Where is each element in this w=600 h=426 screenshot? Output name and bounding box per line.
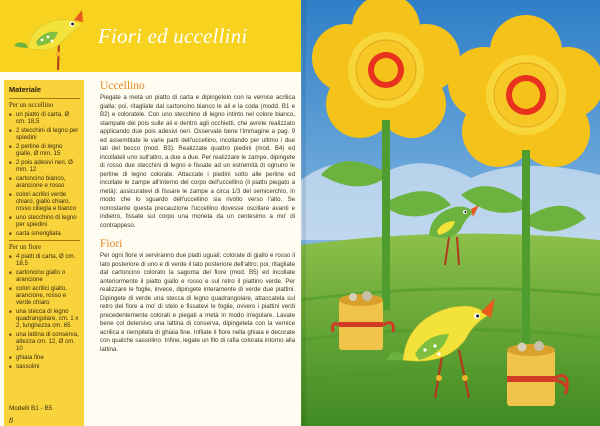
page-gutter [301, 0, 307, 426]
yellow-bird-icon [12, 2, 92, 72]
stem-left [382, 120, 390, 310]
flower-materials-heading: Per un fiore [9, 243, 42, 251]
materials-title: Materiale [9, 85, 42, 94]
list-item: ■ sassolini [9, 363, 80, 370]
section-text-flowers: Per ogni fiore vi serviranno due piatti uguali: colorate di giallo e rosso il lato posteriore di uno e di verde il lato posteriore dell'altro; poi, ritagliate dal cartoncino colorato la sagoma del fiore (mod. B5) ed incollate anteriormente il piatto giallo e rosso e sul retro il piattino verde. Per realizzare le foglie, invece, dipingete interamente di verde due piattini. Dipingete di verde una stecca di legno quadrangolare, attaccatela sul retro del fiore a mo' di stelo e fissatevi le foglie, ovvero i piattini verdi precedentemente colorati e piegati a metà in modo irregolare. Lavate bene col detersivo una lattina di conserva, dipingetela con la vernice acrilica e riempitela di ghiaia fine. Infilate il fiore nella ghiaia e decorate con qualche sassolino. Infine, legate un filo di rafia colorata intorno alla lattina. [100, 252, 295, 353]
list-item: ■ una lattina di conserva, altezza cm. 12, Ø cm. 10 [9, 331, 80, 353]
list-item: ■ colori acrilici giallo, arancione, rosso e verde chiaro [9, 285, 80, 307]
page-number: 8 [9, 416, 13, 425]
section-text-bird: Piegate a metà un piatto di carta e dipingetelo con la vernice acrilica gialla; poi, ritagliate dal cartoncino bianco le ali e la coda (modd. B1 e B2) e coloratele. Con uno stecchino di legno intinto nel colore bianco, stampate dei pois sulle ali e dentro agli occhietti, che avrete realizzato applicando due pois adesivi neri. Osservate bene l'immagine a pag. 9 ed assemblate le varie parti dell'uccellino, incollando per ultimo i due lati del becco (mod. B3). Realizzate quattro piedini (mod. B4) ed incollateli uno sull'altro, a due a due. Per realizzare le zampe, dipingete di rosso due stecchini di legno e fissate ad un estremità di ognuno le perline di legno colorate. Attaccate i piedini sotto alle perline ed incollate le zampe all'interno del corpo dell'uccellino (il piatto piegato a metà): assicuratevi di fissare le zampe a circa 1/3 del semicerchio, in modo che lo sguardo dell'uccellino sia rivolto verso l'alto. Se nonostante questa precauzione l'uccellino dovesse oscillare avanti e indietro, fissate sul corpo una moneta da un centesimo a mo' di contrappeso. [100, 94, 295, 229]
list-item: ■ cartoncino bianco, arancione e rosso [9, 175, 80, 189]
list-item: ■ un piatto di carta, Ø cm. 18,5 [9, 111, 80, 125]
list-item: ■ 2 stecchini di legno per spiedini [9, 127, 80, 141]
divider [9, 240, 80, 241]
photo-page [301, 0, 600, 426]
list-item: ■ cartoncino giallo o arancione [9, 269, 80, 283]
list-item: ■ 2 perline di legno gialle, Ø mm. 15 [9, 143, 80, 157]
list-item: ■ 2 pois adesivi neri, Ø mm. 12 [9, 159, 80, 173]
flower-materials-list [9, 253, 80, 370]
bird-materials-heading: Per un uccellino [9, 102, 54, 109]
list-item: ■ una stecca di legno quadrangolare, cm. 1 x 2, lunghezza cm. 65 [9, 308, 80, 330]
models-reference: Modelli B1 - B5 [9, 405, 53, 412]
page-title: Fiori ed uccellini [98, 24, 248, 48]
list-item: ■ 4 piatti di carta, Ø cm. 18,5 [9, 253, 80, 267]
stem-right [522, 150, 530, 350]
divider [9, 98, 80, 99]
craft-photo [301, 0, 600, 426]
title-band [0, 0, 301, 72]
section-title-flowers: Fiori [100, 238, 123, 250]
list-item: ■ carta smerigliata [9, 230, 80, 237]
section-title-bird: Uccellino [100, 80, 145, 92]
instructions-column [100, 80, 295, 354]
materials-sidebar [4, 80, 84, 426]
bird-materials-list [9, 111, 80, 237]
list-item: ■ ghiaia fine [9, 354, 80, 361]
list-item: ■ uno stecchino di legno per spiedini [9, 214, 80, 228]
list-item: ■ colori acrilici verde chiaro, giallo chiaro, rosso ciliegia e bianco [9, 191, 80, 213]
